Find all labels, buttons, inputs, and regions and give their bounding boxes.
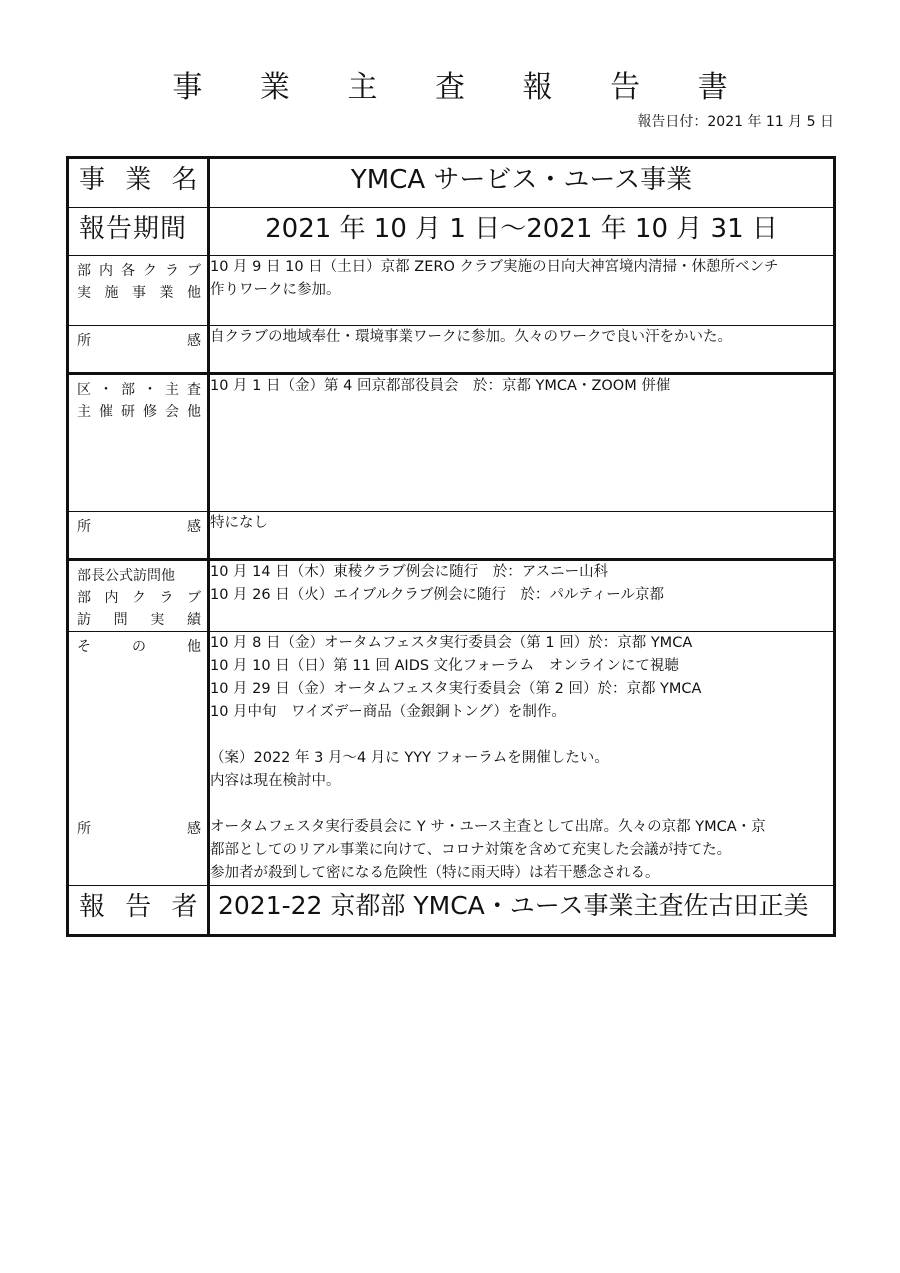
row-period (68, 208, 835, 256)
label-impression-1: 所 感 (68, 326, 209, 374)
label-visits-line3: 訪 問 実 績 (77, 612, 201, 628)
label-visits (68, 560, 209, 632)
label-training (68, 374, 209, 512)
label-period: 報告期間 (68, 208, 209, 256)
label-reporter: 報 告 者 (68, 886, 209, 936)
text-line: 10 月 1 日（金）第 4 回京都部役員会 於：京都 YMCA・ZOOM 併催 (210, 378, 671, 394)
label-training-line2: 主 催 研 修 会 他 (77, 404, 201, 420)
label-training-line1: 区 ・ 部 ・ 主 査 (77, 382, 201, 398)
label-other-line: そ の 他 (77, 639, 201, 655)
text-line: 10 月 29 日（金）オータムフェスタ実行委員会（第 2 回）於：京都 YMCA (210, 681, 702, 697)
text-line: （案）2022 年 3 月～4 月に YYY フォーラムを開催したい。 (210, 750, 609, 766)
text-line: 自クラブの地域奉仕・環境事業ワークに参加。久々のワークで良い汗をかいた。 (210, 329, 732, 345)
text-line: 10 月中旬 ワイズデー商品（金銀銅トング）を制作。 (210, 704, 566, 720)
text-line: 作りワークに参加。 (210, 282, 341, 298)
value-training (209, 374, 835, 512)
row-project-name (68, 158, 835, 208)
label-project-name: 事 業 名 (68, 158, 209, 208)
report-date: 報告日付：2021 年 11 月 5 日 (637, 114, 834, 130)
value-impression-1 (209, 326, 835, 374)
text-line: 内容は現在検討中。 (210, 773, 341, 789)
label-impression-2: 所 感 (68, 512, 209, 560)
text-line: 特になし (210, 515, 268, 531)
report-table (66, 156, 836, 937)
row-training (68, 374, 835, 512)
value-other (209, 632, 835, 886)
text-line: 10 月 26 日（火）エイブルクラブ例会に随行 於：パルティール京都 (210, 587, 664, 603)
text-line: 参加者が殺到して密になる危険性（特に雨天時）は若干懸念される。 (210, 865, 660, 881)
text-line: 都部としてのリアル事業に向けて、コロナ対策を含めて充実した会議が持てた。 (210, 842, 732, 858)
text-line: 10 月 14 日（木）東稜クラブ例会に随行 於：アスニー山科 (210, 564, 609, 580)
value-period: 2021 年 10 月 1 日～2021 年 10 月 31 日 (209, 208, 835, 256)
row-other (68, 632, 835, 886)
text-line: 10 月 8 日（金）オータムフェスタ実行委員会（第 1 回）於：京都 YMCA (210, 635, 693, 651)
value-visits (209, 560, 835, 632)
value-reporter: 2021-22 京都部 YMCA・ユース事業主査佐古田正美 (209, 886, 835, 936)
text-line: オータムフェスタ実行委員会に Y サ・ユース主査として出席。久々の京都 YMCA・京 (210, 819, 766, 835)
label-visits-line1: 部長公式訪問他 (77, 568, 175, 584)
value-impression-2 (209, 512, 835, 560)
text-line: 10 月 9 日 10 日（土日）京都 ZERO クラブ実施の日向大神宮境内清掃・休憩所ベンチ (210, 259, 779, 275)
label-visits-line2: 部 内 ク ラ ブ (77, 590, 201, 606)
value-club-activities (209, 256, 835, 326)
text-line: 10 月 10 日（日）第 11 回 AIDS 文化フォーラム オンラインにて視聴 (210, 658, 679, 674)
label-club-activities (68, 256, 209, 326)
row-visits (68, 560, 835, 632)
label-other (68, 632, 209, 886)
row-impression-1 (68, 326, 835, 374)
label-club-activities-line2: 実 施 事 業 他 (77, 285, 201, 301)
label-club-activities-line1: 部 内 各 ク ラ ブ (77, 263, 201, 279)
row-impression-2 (68, 512, 835, 560)
value-project-name: YMCA サービス・ユース事業 (209, 158, 835, 208)
row-reporter (68, 886, 835, 936)
document-title: 事 業 主 査 報 告 書 (172, 70, 752, 105)
row-club-activities (68, 256, 835, 326)
label-other-impression: 所 感 (77, 821, 201, 837)
